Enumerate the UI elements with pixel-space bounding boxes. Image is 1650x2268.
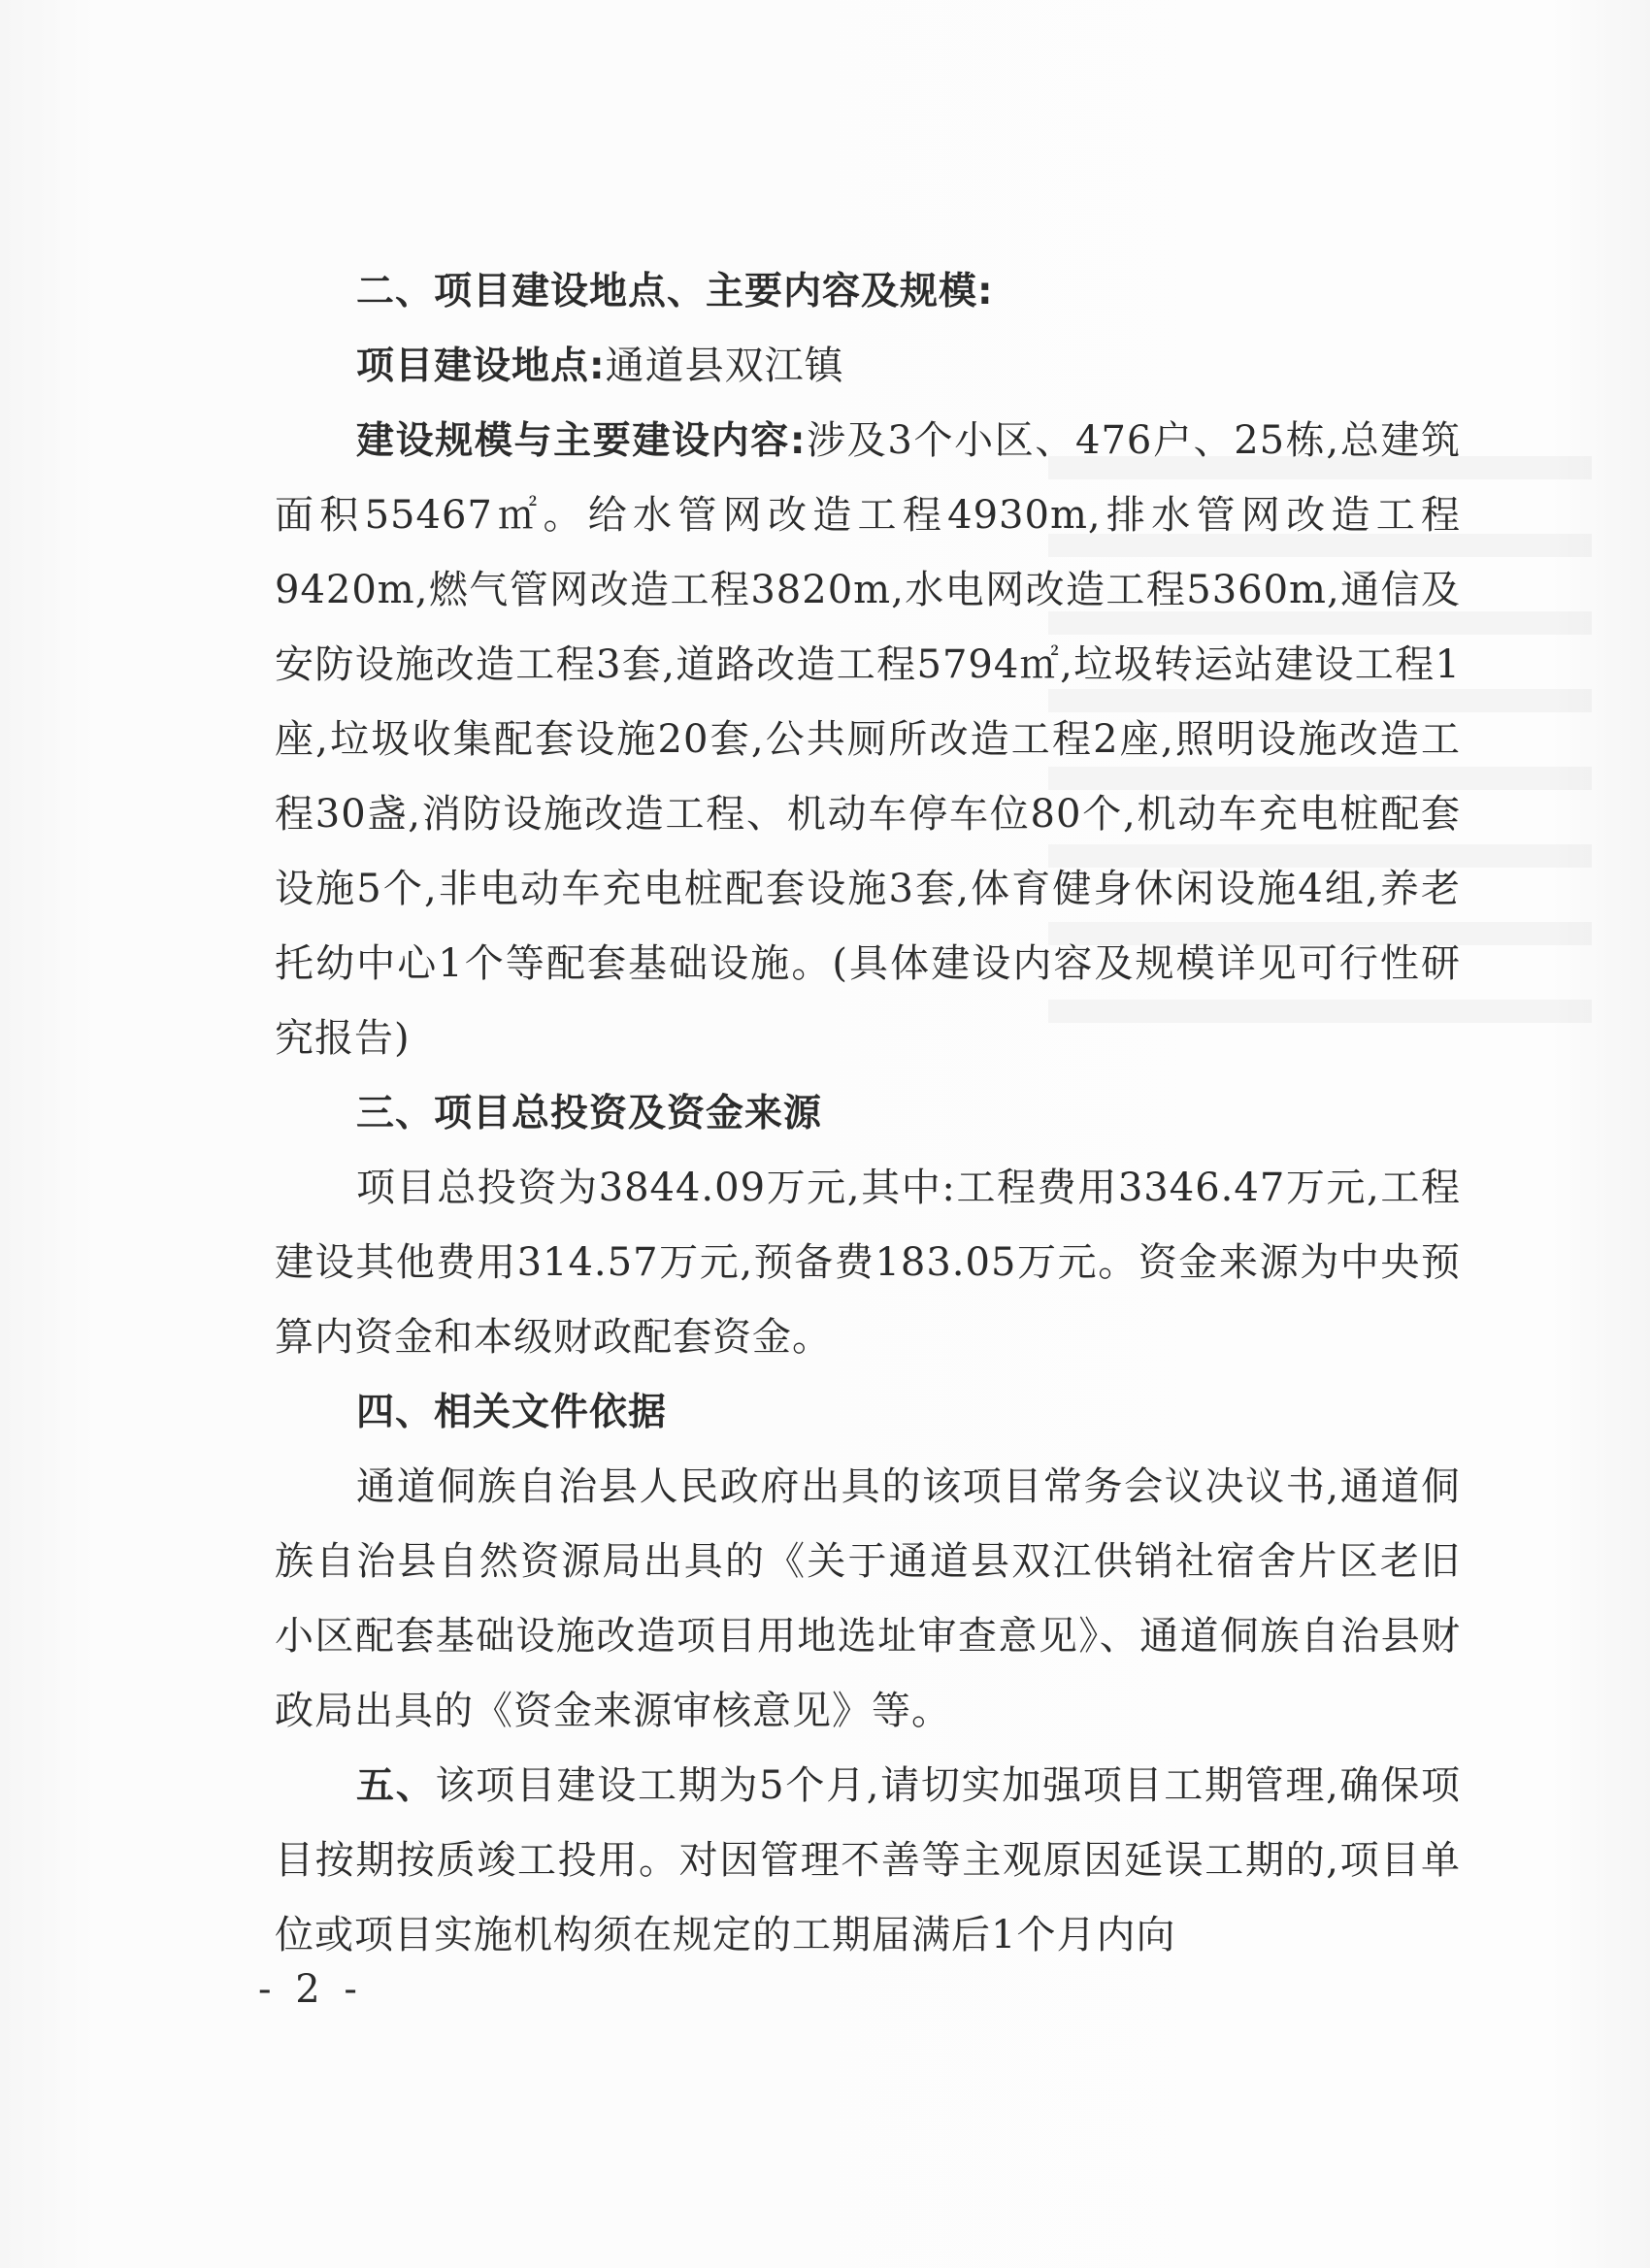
scale-paragraph xyxy=(275,404,1461,1076)
section-5-text: 该项目建设工期为5个月,请切实加强项目工期管理,确保项目按期按质竣工投用。对因管理不善等主观原因延误工期的,项目单位或项目实施机构须在规定的工期届满后1个月内向 xyxy=(275,1763,1461,1957)
scale-text: 涉及3个小区、476户、25栋,总建筑面积55467㎡。给水管网改造工程4930m,排水管网改造工程9420m,燃气管网改造工程3820m,水电网改造工程5360m,通信及安防设施改造工程3套,道路改造工程5794㎡,垃圾转运站建设工程1座,垃圾收集配套设施20套,公共厕所改造工程2座,照明设施改造工程30盏,消防设施改造工程、机动车停车位80个,机动车充电桩配套设施5个,非电动车充电桩配套设施3套,体育健身休闲设施4组,养老托幼中心1个等配套基础设施。(具体建设内容及规模详见可行性研究报告) xyxy=(275,418,1461,1061)
location-label: 项目建设地点: xyxy=(356,345,606,388)
section-2-heading: 二、项目建设地点、主要内容及规模: xyxy=(356,270,994,313)
location-paragraph xyxy=(275,329,1461,404)
scale-label: 建设规模与主要建设内容: xyxy=(356,419,807,463)
page-number: - 2 - xyxy=(258,1967,363,2012)
document-body xyxy=(275,254,1461,1973)
section-5-heading: 五、 xyxy=(356,1764,436,1808)
section-4-heading: 四、相关文件依据 xyxy=(356,1391,668,1434)
section-5-paragraph xyxy=(275,1749,1461,1973)
section-4-text: 通道侗族自治县人民政府出具的该项目常务会议决议书,通道侗族自治县自然资源局出具的《关于通道县双江供销社宿舍片区老旧小区配套基础设施改造项目用地选址审查意见》、通道侗族自治县财政局出具的《资金来源审核意见》等。 xyxy=(275,1464,1461,1733)
section-3-text: 项目总投资为3844.09万元,其中:工程费用3346.47万元,工程建设其他费用314.57万元,预备费183.05万元。资金来源为中央预算内资金和本级财政配套资金。 xyxy=(275,1166,1461,1360)
section-3-heading: 三、项目总投资及资金来源 xyxy=(356,1092,823,1135)
location-value: 通道县双江镇 xyxy=(605,344,844,388)
